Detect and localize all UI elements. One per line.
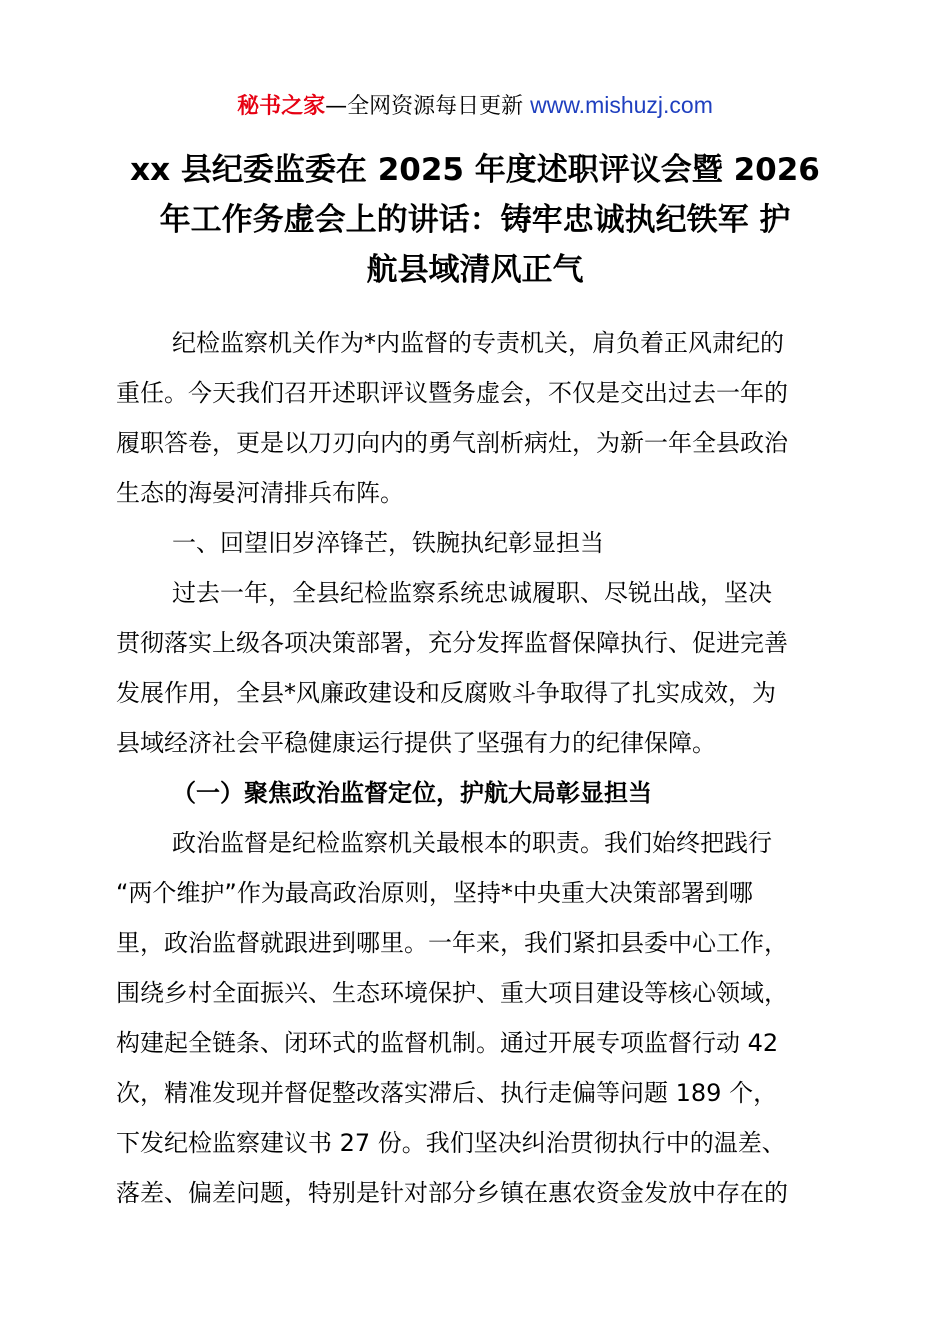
site-brand: 秘书之家	[237, 94, 326, 119]
title-line: 年工作务虚会上的讲话：铸牢忠诚执纪铁军 护	[159, 202, 791, 238]
site-tagline: —全网资源每日更新	[325, 94, 524, 119]
section-paragraph	[116, 568, 836, 768]
document-body	[116, 318, 836, 1218]
paragraph-line: 生态的海晏河清排兵布阵。	[116, 479, 404, 507]
paragraph-line: 下发纪检监察建议书 27 份。我们坚决纠治贯彻执行中的温差、	[116, 1129, 786, 1157]
section-heading: 一、回望旧岁淬锋芒，铁腕执纪彰显担当	[172, 529, 604, 557]
paragraph-line: 履职答卷，更是以刀刃向内的勇气剖析病灶，为新一年全县政治	[116, 429, 788, 457]
paragraph-line: 构建起全链条、闭环式的监督机制。通过开展专项监督行动 42	[116, 1029, 779, 1057]
paragraph-line: 落差、偏差问题，特别是针对部分乡镇在惠农资金发放中存在的	[116, 1179, 788, 1207]
paragraph-line: 里，政治监督就跟进到哪里。一年来，我们紧扣县委中心工作，	[116, 929, 788, 957]
document-title	[110, 145, 840, 295]
title-line: 航县域清风正气	[366, 252, 584, 288]
paragraph-line: 政治监督是纪检监察机关最根本的职责。我们始终把践行	[172, 829, 772, 857]
paragraph-line: 县域经济社会平稳健康运行提供了坚强有力的纪律保障。	[116, 729, 716, 757]
paragraph-line: “两个维护”作为最高政治原则，坚持*中央重大决策部署到哪	[116, 879, 753, 907]
paragraph-line: 发展作用，全县*风廉政建设和反腐败斗争取得了扎实成效，为	[116, 679, 776, 707]
paragraph-line: 重任。今天我们召开述职评议暨务虚会，不仅是交出过去一年的	[116, 379, 788, 407]
site-url-link[interactable]: www.mishuzj.com	[530, 92, 713, 118]
paragraph-line: 纪检监察机关作为*内监督的专责机关，肩负着正风肃纪的	[172, 329, 784, 357]
paragraph-line: 围绕乡村全面振兴、生态环境保护、重大项目建设等核心领域，	[116, 979, 788, 1007]
site-banner	[0, 88, 950, 124]
paragraph-line: 次，精准发现并督促整改落实滞后、执行走偏等问题 189 个，	[116, 1079, 778, 1107]
title-line: xx 县纪委监委在 2025 年度述职评议会暨 2026	[130, 152, 820, 188]
paragraph-line: 过去一年，全县纪检监察系统忠诚履职、尽锐出战，坚决	[172, 579, 772, 607]
subsection-heading: （一）聚焦政治监督定位，护航大局彰显担当	[172, 779, 652, 807]
subsection-paragraph	[116, 818, 836, 1218]
intro-paragraph	[116, 318, 836, 518]
paragraph-line: 贯彻落实上级各项决策部署，充分发挥监督保障执行、促进完善	[116, 629, 788, 657]
